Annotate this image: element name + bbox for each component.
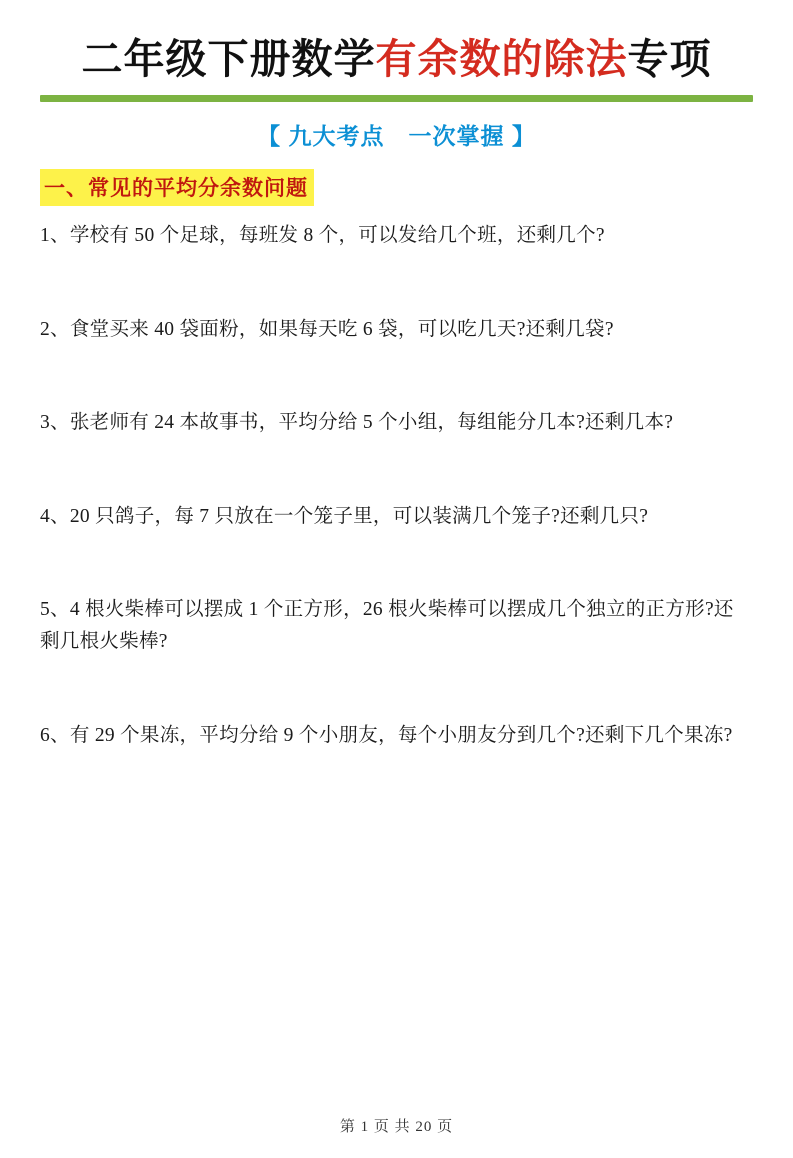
title-part-1: 二年级下册数学 (81, 36, 376, 82)
list-item: 5、4 根火柴棒可以摆成 1 个正方形，26 根火柴棒可以摆成几个独立的正方形?还剩几根火柴棒? (40, 599, 734, 653)
page-title (40, 36, 753, 83)
list-item: 4、20 只鸽子，每 7 只放在一个笼子里，可以装满几个笼子?还剩几只? (40, 505, 649, 527)
document-page (0, 36, 793, 1158)
page-subtitle: 【 九大考点 一次掌握 】 (257, 123, 536, 150)
list-item: 6、有 29 个果冻，平均分给 9 个小朋友，每个小朋友分到几个?还剩下几个果冻? (40, 724, 733, 746)
page-footer: 第 1 页 共 20 页 (339, 1119, 454, 1135)
title-underline-rule (40, 95, 753, 102)
question-list (40, 220, 753, 751)
list-item: 1、学校有 50 个足球，每班发 8 个，可以发给几个班，还剩几个? (40, 225, 605, 247)
section-heading-container (40, 169, 753, 206)
list-item: 2、食堂买来 40 袋面粉，如果每天吃 6 袋，可以吃几天?还剩几袋? (40, 318, 614, 340)
title-highlight: 有余数的除法 (375, 36, 628, 82)
title-part-2: 专项 (627, 36, 712, 82)
list-item: 3、张老师有 24 本故事书，平均分给 5 个小组，每组能分几本?还剩几本? (40, 412, 674, 434)
section-heading: 一、常见的平均分余数问题 (40, 169, 314, 206)
